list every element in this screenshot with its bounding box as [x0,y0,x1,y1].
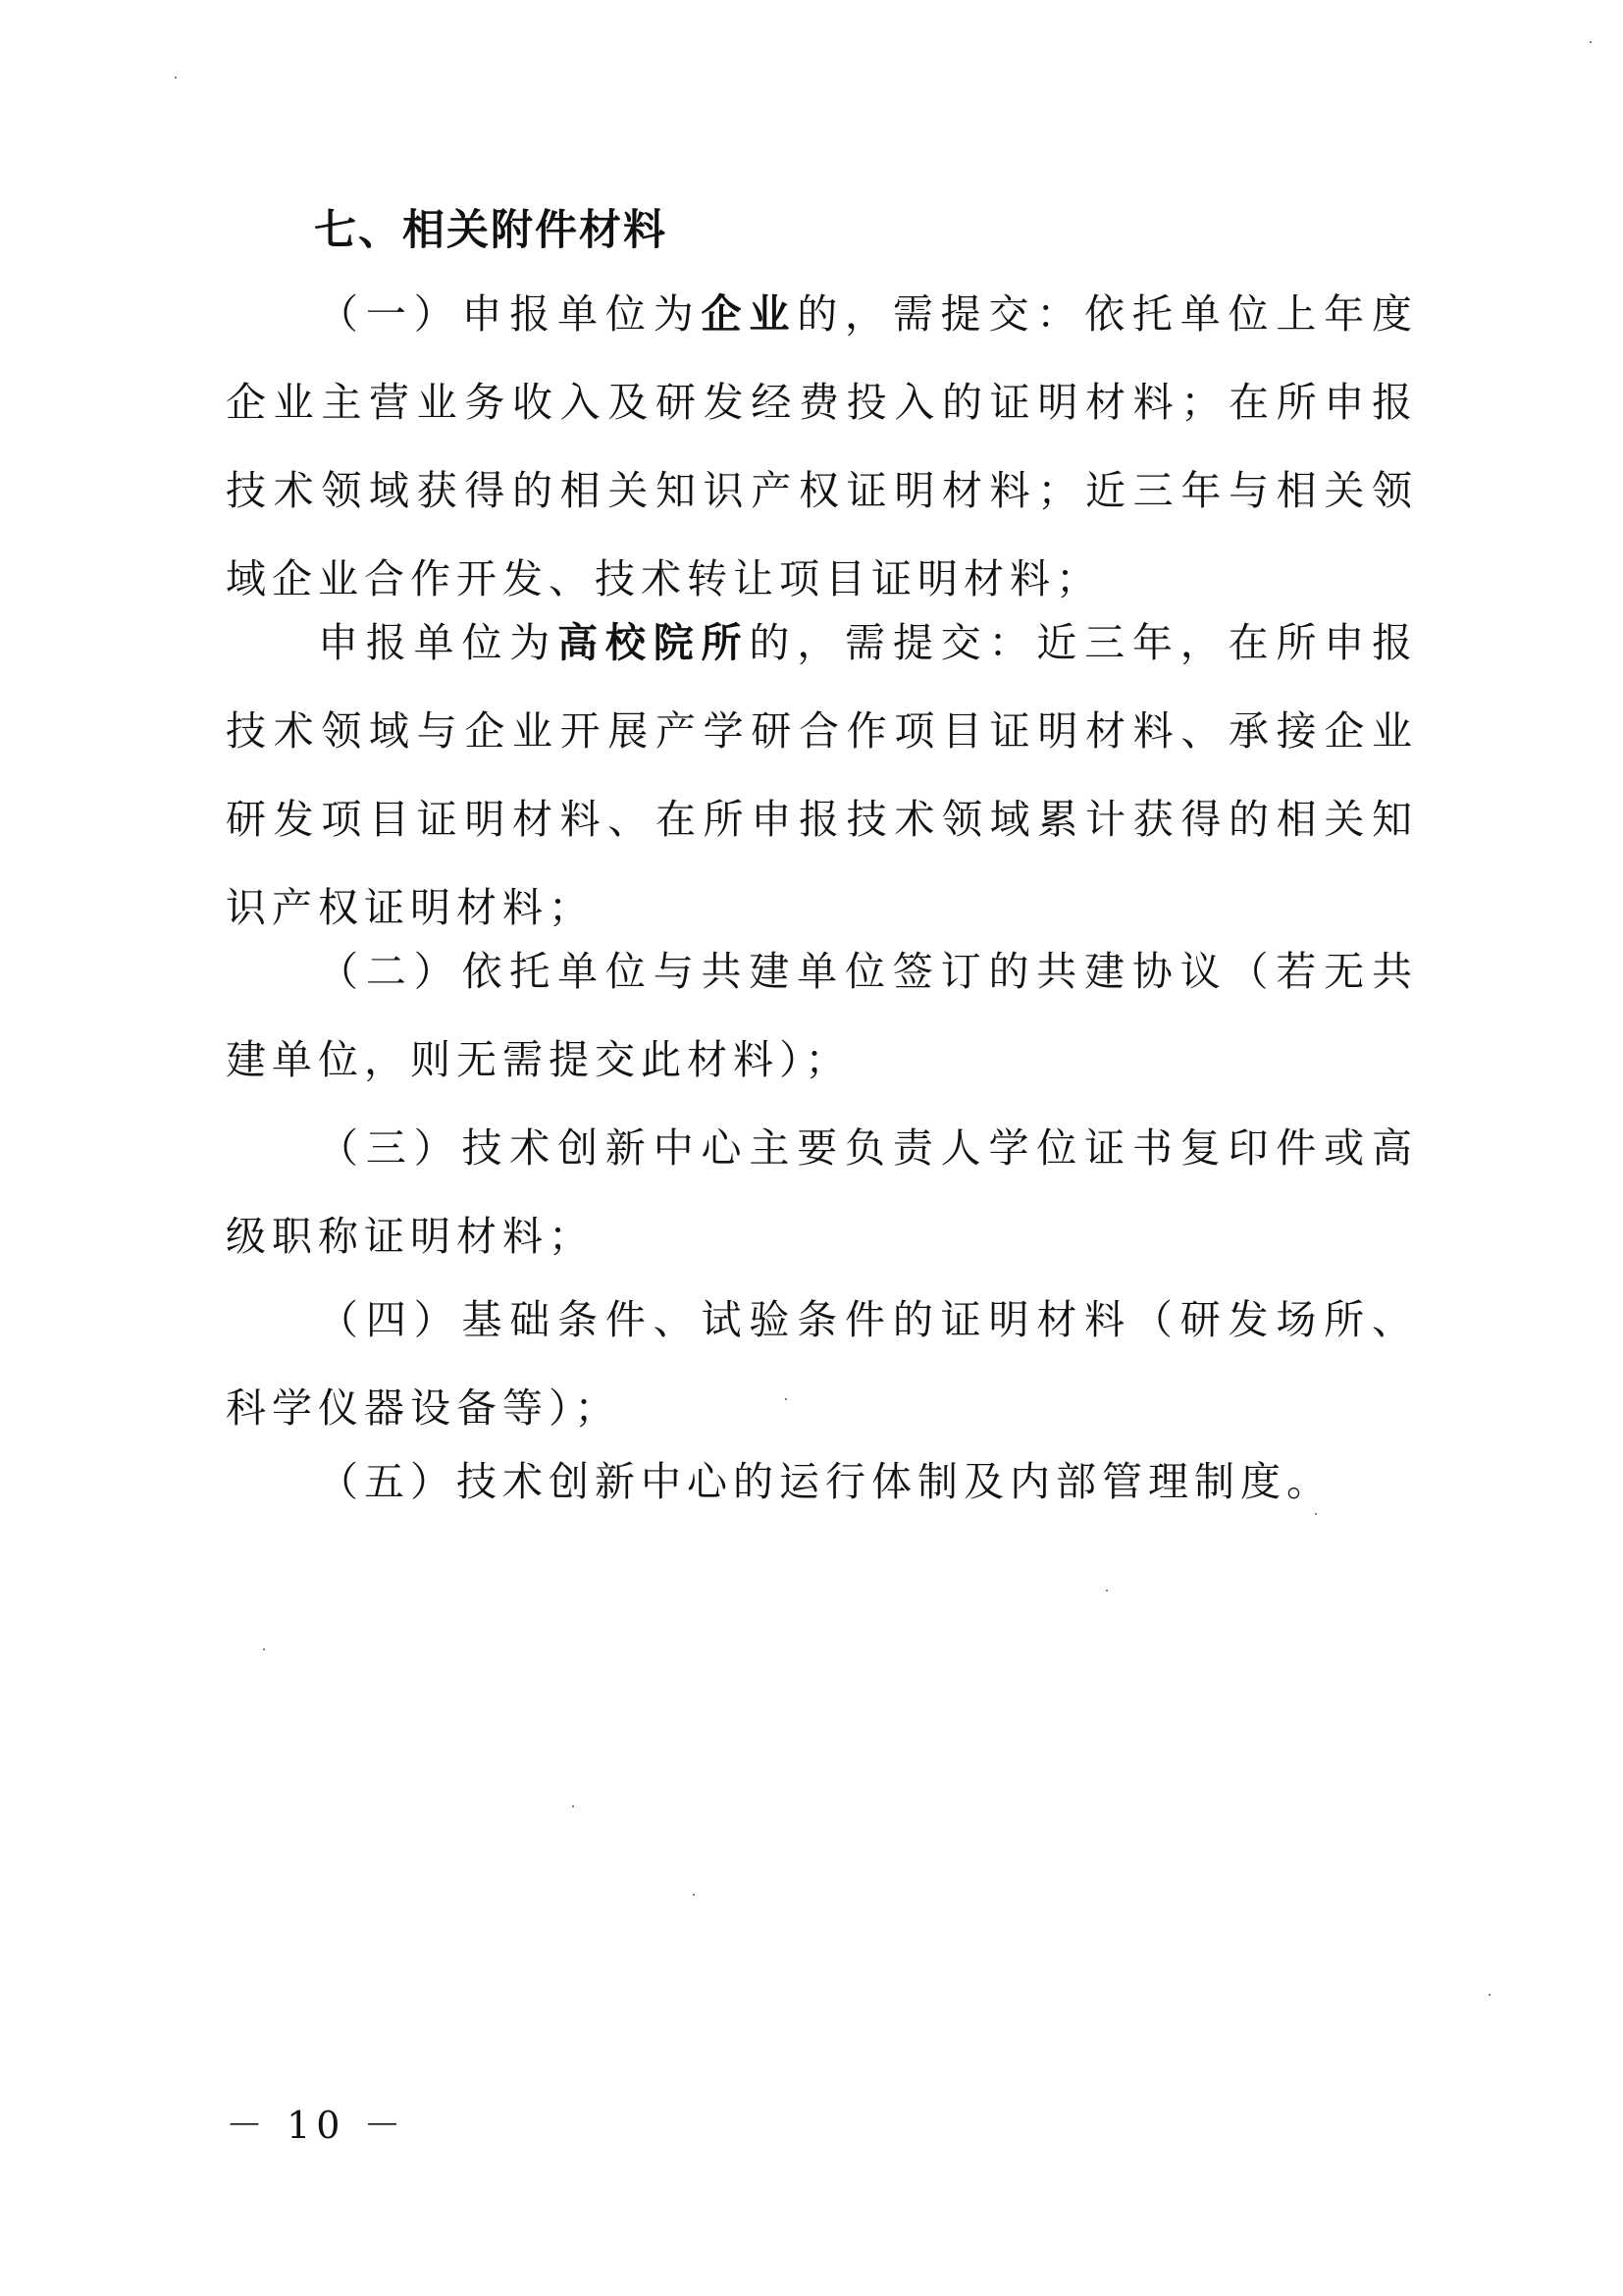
paragraph-text-after: 的，需提交：依托单位上年度企业主营业务收入及研发经费投入的证明材料；在所申报技术领域获得的相关知识产权证明材料；近三年与相关领域企业合作开发、技术转让项目证明材料； [226,290,1419,602]
scan-speck [1315,1513,1317,1515]
scan-speck [785,1398,787,1400]
section-heading: 七、相关附件材料 [314,206,667,255]
scan-speck [175,77,177,78]
paragraph-agreement: （二）依托单位与共建单位签订的共建协议（若无共建单位，则无需提交此材料）； [226,948,1418,1083]
scan-speck [693,1894,695,1896]
paragraph-management: （五）技术创新中心的运行体制及内部管理制度。 [318,1458,1333,1505]
paragraph-enterprise-requirements [226,270,1418,623]
paragraph-leader-credentials: （三）技术创新中心主要负责人学位证书复印件或高级职称证明材料； [226,1124,1418,1260]
scan-speck [572,1805,574,1807]
scan-speck [1106,1590,1108,1592]
emphasis-enterprise: 企业 [701,290,798,338]
paragraph-text-before: （一）申报单位为 [318,290,702,338]
scan-speck [1489,1994,1491,1996]
paragraph-facilities: （四）基础条件、试验条件的证明材料（研发场所、科学仪器设备等）； [226,1296,1418,1432]
page-number: － 10 － [226,2104,407,2147]
paragraph-text-before: 申报单位为 [318,619,558,666]
emphasis-university: 高校院所 [557,619,750,666]
paragraph-text-after: 的，需提交：近三年，在所申报技术领域与企业开展产学研合作项目证明材料、承接企业研发项目证明材料、在所申报技术领域累计获得的相关知识产权证明材料； [226,619,1419,931]
scan-speck [263,1648,265,1650]
paragraph-university-requirements [226,599,1418,952]
scan-speck [1590,41,1592,43]
